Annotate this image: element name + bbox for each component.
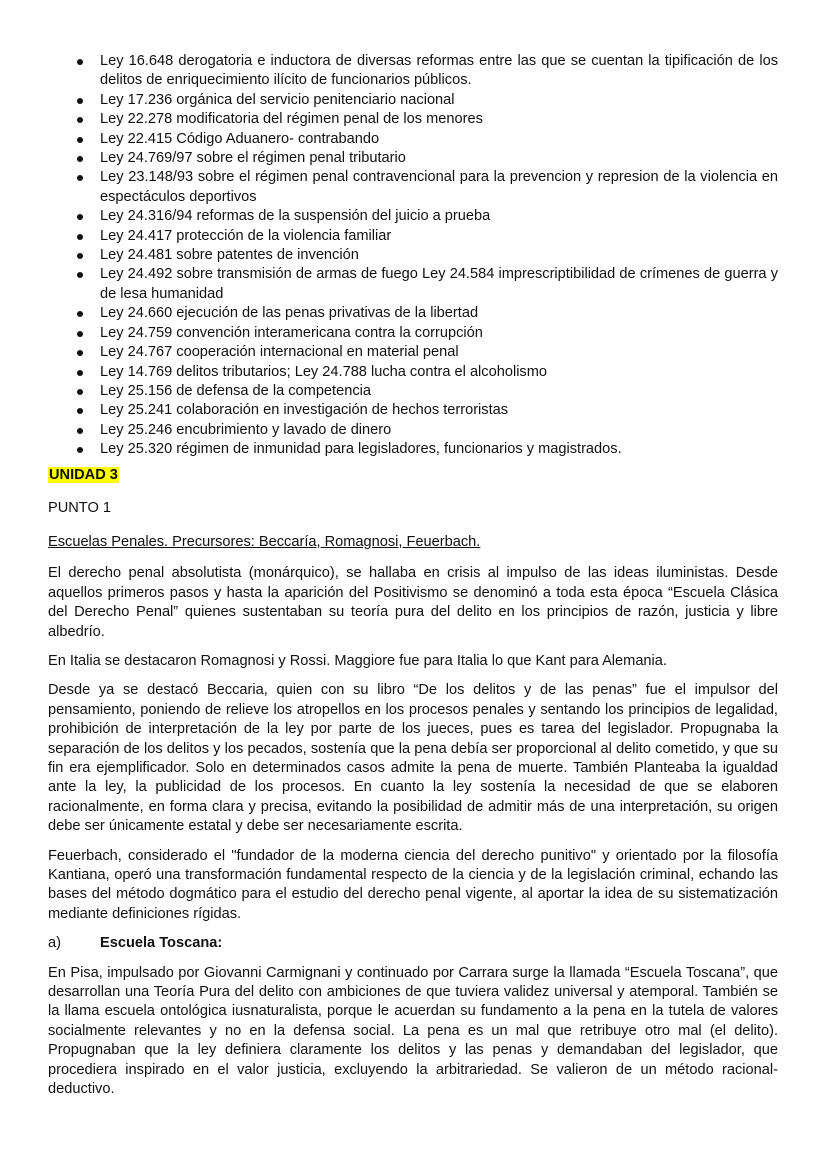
list-item: Ley 24.660 ejecución de las penas privativas de la libertad (48, 304, 778, 323)
list-item: Ley 23.148/93 sobre el régimen penal contravencional para la prevencion y represion de la violencia en espectáculos deportivos (48, 168, 778, 207)
list-item: Ley 17.236 orgánica del servicio penitenciario nacional (48, 91, 778, 110)
section-subtitle: Escuelas Penales. Precursores: Beccaría, Romagnosi, Feuerbach. (48, 533, 481, 550)
paragraph: En Italia se destacaron Romagnosi y Rossi. Maggiore fue para Italia lo que Kant para Alemania. (48, 652, 667, 669)
list-item: Ley 24.417 protección de la violencia familiar (48, 227, 778, 246)
list-item: Ley 25.246 encubrimiento y lavado de dinero (48, 421, 778, 440)
list-item: Ley 16.648 derogatoria e inductora de diversas reformas entre las que se cuentan la tipificación de los delitos de enriquecimiento ilícito de funcionarios públicos. (48, 52, 778, 91)
section-a-label: a) (48, 935, 61, 952)
list-item: Ley 24.759 convención interamericana contra la corrupción (48, 324, 778, 343)
section-a-heading (48, 934, 778, 953)
list-item: Ley 22.415 Código Aduanero- contrabando (48, 130, 778, 149)
document-page (48, 52, 778, 1100)
list-item: Ley 24.769/97 sobre el régimen penal tributario (48, 149, 778, 168)
unit-heading-text: UNIDAD 3 (49, 466, 118, 483)
paragraph: En Pisa, impulsado por Giovanni Carmignani y continuado por Carrara surge la llamada “Escuela Toscana”, que desarrollan una Teoría Pura del delito con ambiciones de que tuviera validez universal y atemporal. También se la llama escuela ontológica iusnaturalista, porque le acuerdan su fundamento a la pena en la tutela de valores socialmente relevantes y no en la defensa social. La pena es un mal que retribuye otro mal (el delito). Propugnaban que la ley definiera claramente los delitos y las penas y demandaban del legislador, que procediera inspirado en el valor justicia, excluyendo la arbitrariedad. Se valieron de un método racional-deductivo. (48, 964, 778, 1098)
paragraph: Feuerbach, considerado el "fundador de la moderna ciencia del derecho punitivo" y orientado por la filosofía Kantiana, operó una transformación fundamental respecto de la ciencia y de la legislación criminal, echando las bases del método dogmático para el estudio del derecho penal vigente, al aportar la idea de su sistematización mediante definiciones rígidas. (48, 847, 778, 922)
list-item: Ley 25.156 de defensa de la competencia (48, 382, 778, 401)
paragraph: Desde ya se destacó Beccaria, quien con su libro “De los delitos y de las penas” fue el impulsor del pensamiento, poniendo de relieve los atropellos en los procesos penales y sentando los principios de legalidad, prohibición de interpretación de la ley por parte de los jueces, pues es tarea del legislador. Propugnaba la separación de los delitos y los pecados, sostenía que la pena debía ser proporcional al delito cometido, y que su fin era ejemplificador. Solo en determinados casos admite la pena de muerte. También Planteaba la igualdad ante la ley, la publicidad de los procesos. En cuanto la ley sostenía la necesidad de que se elaboren racionalmente, en forma clara y precisa, evitando la posibilidad de admitir más de una interpretación, su origen debe ser únicamente estatal y debe ser necesariamente escrita. (48, 682, 778, 835)
list-item: Ley 25.241 colaboración en investigación de hechos terroristas (48, 401, 778, 420)
list-item: Ley 24.767 cooperación internacional en material penal (48, 343, 778, 362)
list-item: Ley 14.769 delitos tributarios; Ley 24.788 lucha contra el alcoholismo (48, 363, 778, 382)
list-item: Ley 24.492 sobre transmisión de armas de fuego Ley 24.584 imprescriptibilidad de crímenes de guerra y de lesa humanidad (48, 265, 778, 304)
list-item: Ley 24.316/94 reformas de la suspensión del juicio a prueba (48, 207, 778, 226)
list-item: Ley 25.320 régimen de inmunidad para legisladores, funcionarios y magistrados. (48, 440, 778, 459)
list-item: Ley 22.278 modificatoria del régimen penal de los menores (48, 110, 778, 129)
paragraph: El derecho penal absolutista (monárquico), se hallaba en crisis al impulso de las ideas iluministas. Desde aquellos primeros pasos y hasta la aparición del Positivismo se denominó a toda esta época “Escuela Clásica del Derecho Penal” quienes sustentaban su teoría pura del delito en los principios de razón, justicia y libre albedrío. (48, 565, 778, 640)
unit-heading (48, 466, 778, 485)
punto-heading: PUNTO 1 (48, 499, 111, 516)
law-list (48, 52, 778, 460)
list-item: Ley 24.481 sobre patentes de invención (48, 246, 778, 265)
section-a-title: Escuela Toscana: (100, 935, 223, 952)
